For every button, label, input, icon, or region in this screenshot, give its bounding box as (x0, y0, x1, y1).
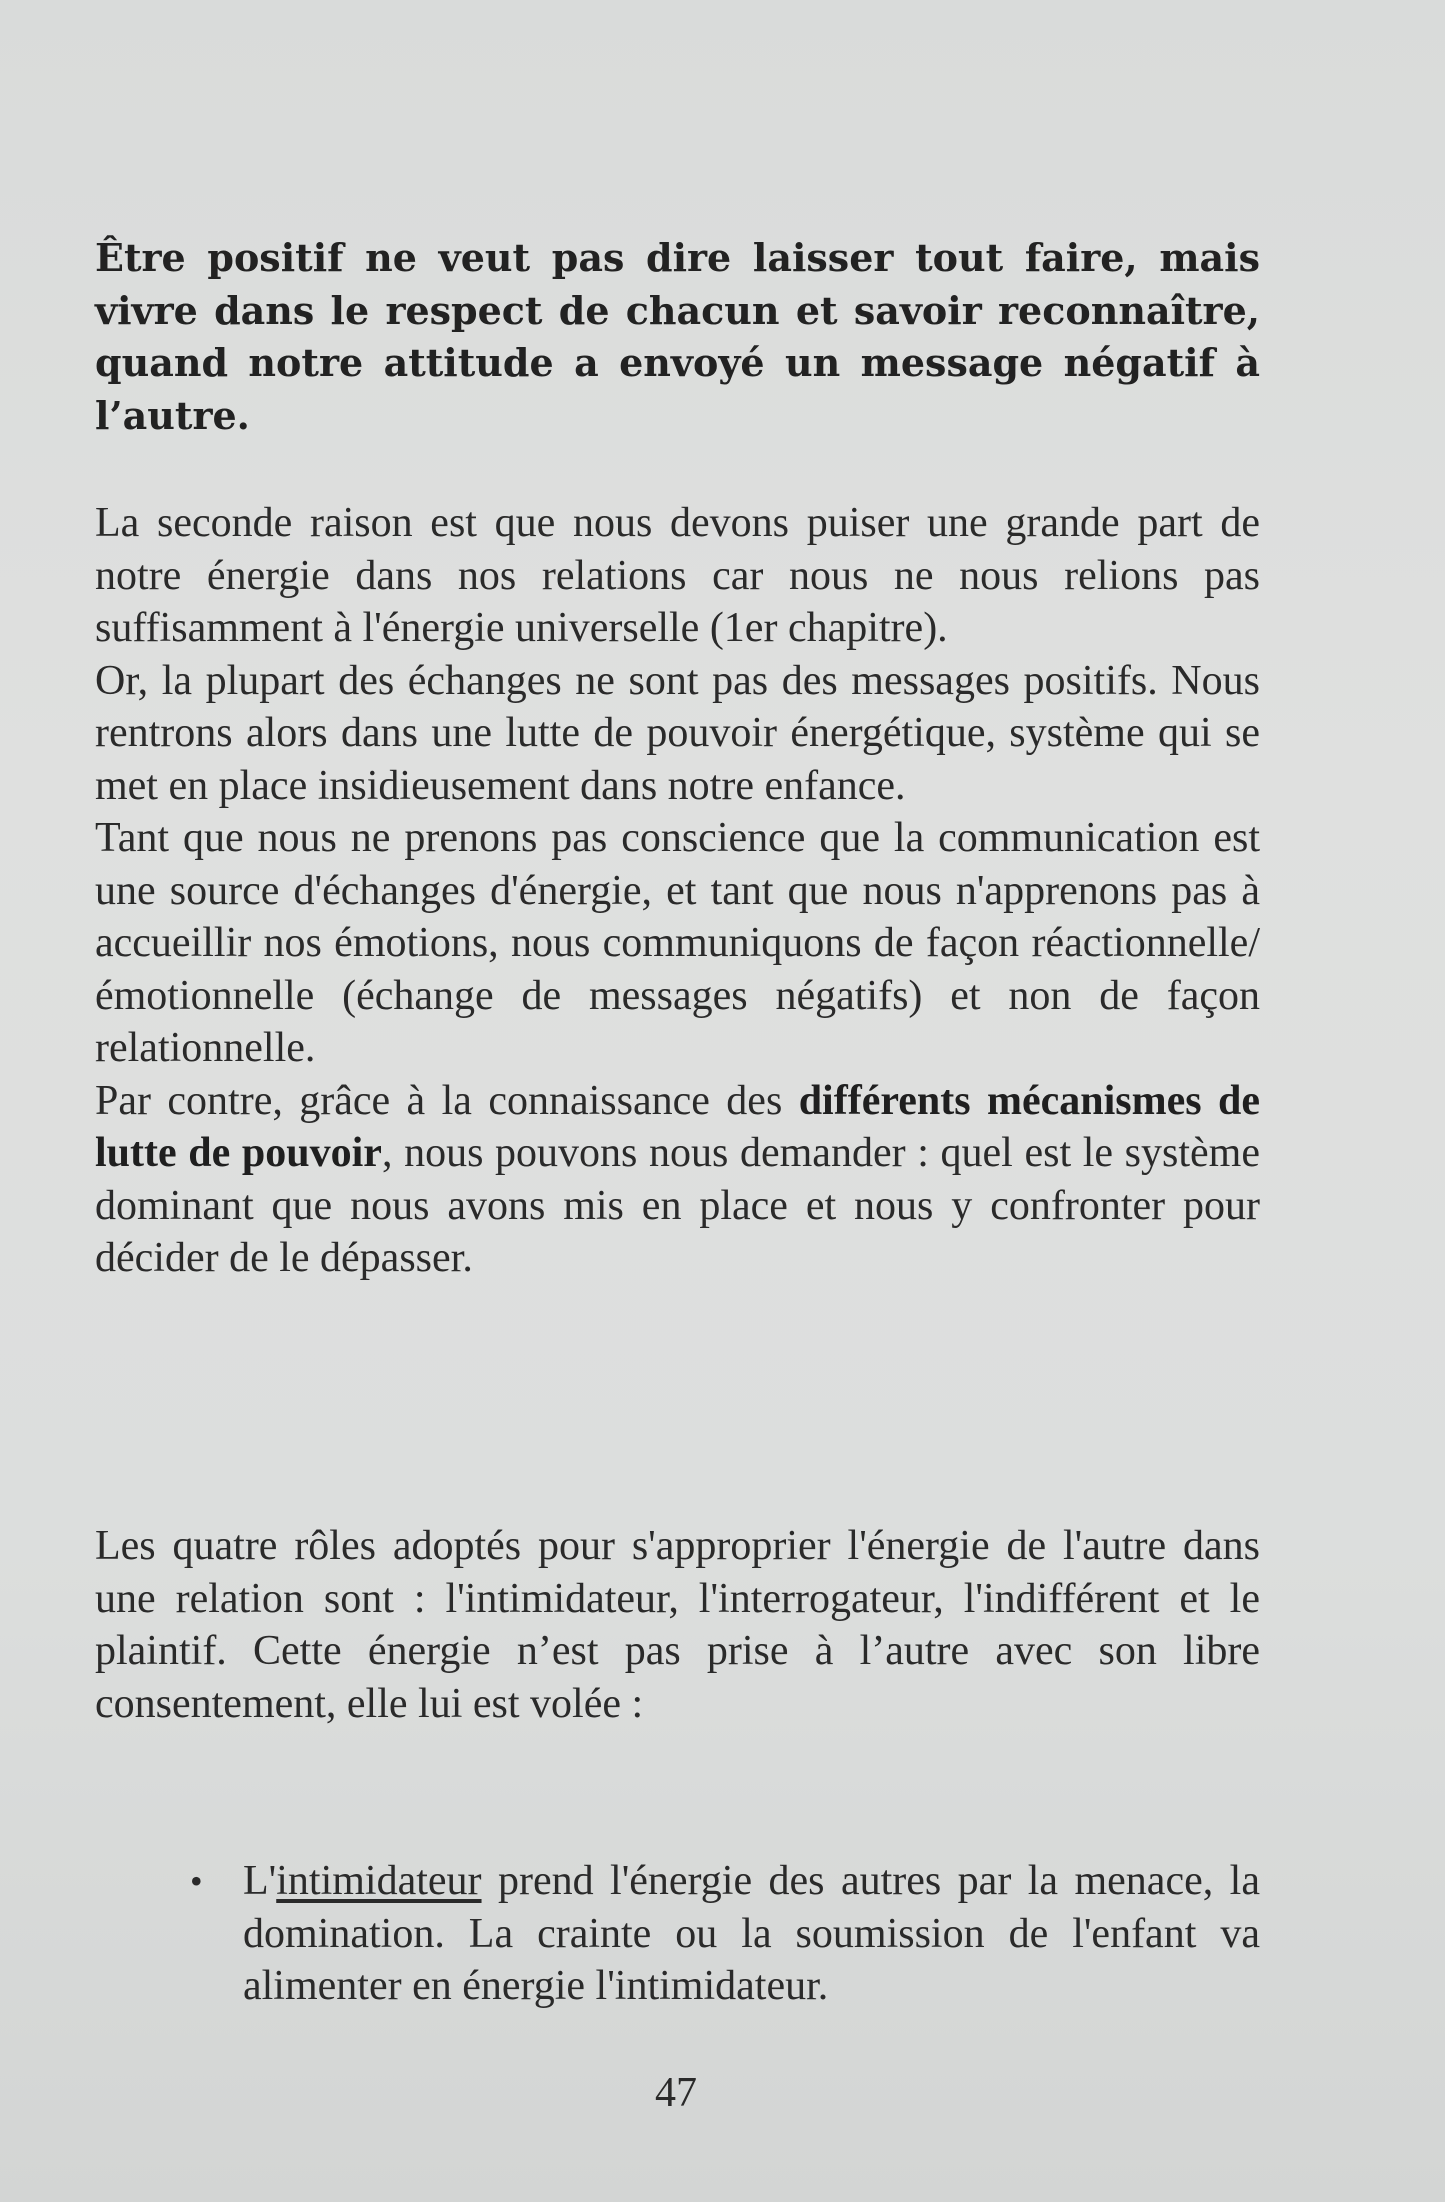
power-struggle-bold-term: différents mécanismes de lutte de pouvoir (95, 1077, 1260, 1176)
roles-list (190, 1855, 1260, 2013)
paragraph-exchanges: Or, la plupart des échanges ne sont pas des messages positifs. Nous rentrons alors dans une lutte de pouvoir énergétique, système qui se met en place insidieusement dans notre enfance. (95, 657, 1260, 809)
bullet-prefix: L' (243, 1858, 277, 1904)
intro-paragraph (95, 232, 1260, 442)
bullet-text: prend l'énergie des autres par la menace, la domination. La crainte ou la soumission de l'enfant va alimenter en énergie l'intimidateur. (243, 1858, 1260, 2009)
bullet-icon: • (190, 1861, 203, 1901)
intro-text: Être positif ne veut pas dire laisser tout faire, mais vivre dans le respect de chacun et savoir reconnaître, quand notre attitude a envoyé un message négatif à l’autre. (95, 235, 1260, 438)
paragraph-second-reason: La seconde raison est que nous devons puiser une grande part de notre énergie dans nos relations car nous ne nous relions pas suffisamment à l'énergie universelle (1er chapitre). (95, 500, 1260, 651)
power-struggle-text-end: , nous pouvons nous demander : quel est le système dominant que nous avons mis en place et nous y confronter pour décider de le dépasser. (95, 1130, 1260, 1281)
section-1 (95, 497, 1260, 1285)
power-struggle-text-start: Par contre, grâce à la connaissance des (95, 1077, 799, 1124)
paragraph-communication: Tant que nous ne prenons pas conscience que la communication est une source d'échanges d'énergie, et tant que nous n'apprenons pas à accueillir nos émotions, nous communiquons de façon réactionnelle/émotionnelle (échange de messages négatifs) et non de façon relationnelle. (95, 815, 1260, 1071)
bullet-term: intimidateur (276, 1858, 482, 1904)
list-item (190, 1855, 1260, 2013)
paragraph-four-roles: Les quatre rôles adoptés pour s'approprier l'énergie de l'autre dans une relation sont : l'intimidateur, l'interrogateur, l'indifférent et le plaintif. Cette énergie n’est pas prise à l’autre avec son libre consentement, elle lui est volée : (95, 1523, 1260, 1727)
paragraph-power-struggle (95, 1075, 1260, 1285)
page-number: 47 (655, 2070, 697, 2116)
section-2 (95, 1520, 1260, 1730)
